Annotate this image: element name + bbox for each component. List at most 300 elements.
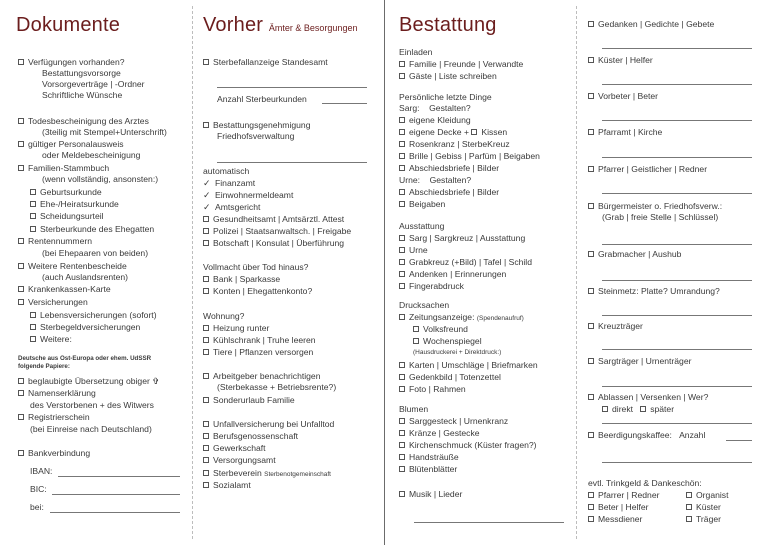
column-vorher (192, 0, 384, 545)
steinmetz-field[interactable] (602, 315, 752, 316)
checkbox[interactable] (413, 338, 419, 344)
item-label: Tiere | Pflanzen versorgen (213, 347, 314, 357)
item-label: Pfarrer | Geistlicher | Redner (598, 164, 708, 174)
sarg-item-brille[interactable]: Brille | Gebiss | Parfüm | Beigaben (399, 151, 540, 162)
arbeitgeber-line2: (Sterbekasse + Betriebsrente?) (217, 382, 337, 392)
checkbox[interactable] (30, 336, 36, 342)
grabmacher-field[interactable] (602, 280, 752, 281)
item-label: Ehe-/Heiratsurkunde (40, 199, 119, 209)
ausstattung-item[interactable] (399, 269, 506, 280)
checkbox[interactable] (588, 516, 594, 522)
einladen-item[interactable] (399, 59, 523, 70)
checkbox[interactable] (471, 129, 477, 135)
bei-field[interactable] (50, 512, 180, 513)
sonderurlaub-item[interactable]: Sonderurlaub Familie (203, 395, 295, 406)
person-item[interactable] (588, 164, 707, 175)
vollmacht-label: Vollmacht über Tod hinaus? (203, 262, 309, 272)
checkbox[interactable] (588, 504, 594, 510)
checkbox[interactable] (399, 61, 405, 67)
kaffee-anzahl-field[interactable] (726, 440, 752, 441)
checkbox[interactable] (588, 203, 594, 209)
sargtraeger-field[interactable] (602, 386, 752, 387)
checkbox[interactable] (203, 59, 209, 65)
heading-vorher: Vorher Ämter & Besorgungen (203, 14, 358, 36)
arbeitgeber-item[interactable]: Arbeitgeber benachrichtigen (203, 371, 321, 382)
musik-item[interactable]: Musik | Lieder (399, 489, 462, 500)
item-label: Karten | Umschläge | Briefmarken (409, 360, 538, 370)
ausstattung-label: Ausstattung (399, 221, 445, 231)
item-label: Unfallversicherung bei Unfalltod (213, 419, 335, 429)
item-label: Gedenkbild | Totenzettel (409, 372, 501, 382)
item-label: (bei Ehepaaren von beiden) (42, 248, 149, 258)
heading-dokumente: Dokumente (16, 14, 121, 36)
trinkgeld-item[interactable] (686, 514, 721, 525)
checkbox[interactable] (18, 141, 24, 147)
checkbox[interactable] (686, 504, 692, 510)
checkbox[interactable] (588, 57, 594, 63)
item-label: Vorbeter | Beter (598, 91, 659, 101)
item-label: Registrierschein (28, 412, 90, 422)
checkbox[interactable] (399, 491, 405, 497)
druck-item[interactable] (399, 360, 538, 371)
item-label: Verfügungen vorhanden? (28, 57, 125, 67)
item-label: Berufsgenossenschaft (213, 431, 299, 441)
checkbox[interactable] (399, 189, 405, 195)
wohnung-item[interactable] (203, 335, 316, 346)
buergermeister-field[interactable] (602, 244, 752, 245)
item-label: Urne (409, 245, 428, 255)
doc-item[interactable] (18, 261, 127, 272)
checkbox[interactable] (203, 433, 209, 439)
checkbox[interactable] (18, 299, 24, 305)
write-line[interactable] (602, 193, 752, 194)
doc-item[interactable] (30, 199, 119, 210)
urne-item[interactable] (399, 187, 499, 198)
trinkgeld-item[interactable] (588, 502, 648, 513)
checkbox[interactable] (203, 216, 209, 222)
item-label: Bank | Sparkasse (213, 274, 281, 284)
checkbox[interactable] (18, 378, 24, 384)
checkbox[interactable] (399, 117, 405, 123)
item-label: Schriftliche Wünsche (42, 90, 123, 100)
checkbox[interactable] (30, 312, 36, 318)
doc-item[interactable] (18, 163, 109, 174)
checkbox[interactable] (588, 394, 594, 400)
doc-item (42, 248, 148, 259)
checkbox[interactable] (399, 141, 405, 147)
item-label: Sarg | Sargkreuz | Ausstattung (409, 233, 526, 243)
item-label: Grabkreuz (+Bild) | Tafel | Schild (409, 257, 532, 267)
item-label: Beter | Helfer (598, 502, 649, 512)
checkbox[interactable] (399, 271, 405, 277)
iban-field[interactable] (58, 476, 180, 477)
doc-item (30, 424, 152, 435)
checkbox[interactable] (399, 386, 405, 392)
item-label: Polizei | Staatsanwaltsch. | Freigabe (213, 226, 352, 236)
item-label: Geburtsurkunde (40, 187, 102, 197)
item-label: Handsträuße (409, 452, 459, 462)
item-label: Todesbescheinigung des Arztes (28, 116, 149, 126)
grabmacher-item[interactable]: Grabmacher | Aushub (588, 249, 681, 260)
druck-item[interactable] (399, 384, 466, 395)
item-label: des Verstorbenen + des Witwers (30, 400, 154, 410)
item-label: Kränze | Gestecke (409, 428, 480, 438)
checkbox[interactable] (399, 153, 405, 159)
person-item[interactable] (588, 19, 714, 30)
checkbox[interactable] (588, 21, 594, 27)
trinkgeld-label: evtl. Trinkgeld & Dankeschön: (588, 478, 702, 488)
item-label: Weitere Rentenbescheide (28, 261, 127, 271)
bic-label: BIC: (30, 484, 47, 494)
note-line-1: Deutsche aus Ost-Europa oder ehem. UdSSR (18, 355, 152, 362)
doc-item[interactable] (18, 57, 125, 68)
checkbox[interactable] (203, 288, 209, 294)
column-dokumente (0, 0, 192, 545)
wohnung-item[interactable] (203, 323, 269, 334)
doc-item (42, 127, 167, 138)
item-label: (auch Auslandsrenten) (42, 272, 128, 282)
item-label: Bankverbindung (28, 448, 91, 458)
write-line[interactable] (602, 120, 752, 121)
item-label: Amtsgericht (215, 202, 261, 212)
anzahl-label: Anzahl Sterbeurkunden (217, 94, 307, 104)
person-item[interactable] (588, 91, 658, 102)
write-line[interactable] (602, 157, 752, 158)
item-label: Messdiener (598, 514, 643, 524)
item-label: beglaubigte Übersetzung obiger ✞ (28, 376, 160, 386)
checkbox[interactable] (30, 189, 36, 195)
item-label: Vorsorgeverträge | -Ordner (42, 79, 145, 89)
buergermeister-item[interactable]: Bürgermeister o. Friedhofsverw.: (588, 201, 722, 212)
doc-item[interactable] (18, 448, 90, 459)
doc-item[interactable] (18, 297, 88, 308)
item-label: Sterbeurkunde des Ehegatten (40, 224, 155, 234)
auto-item[interactable] (203, 178, 255, 189)
musik-line[interactable] (414, 522, 564, 523)
ausstattung-item[interactable] (399, 233, 525, 244)
vollmacht-item[interactable] (203, 286, 312, 297)
sozialamt-item[interactable]: Sozialamt (203, 480, 251, 491)
item-label: Versorgungsamt (213, 455, 276, 465)
item-label: Fingerabdruck (409, 281, 464, 291)
blumen-item[interactable] (399, 452, 459, 463)
checkbox[interactable] (686, 516, 692, 522)
urne-label: Urne: Gestalten? (399, 175, 472, 185)
checkbox[interactable] (18, 118, 24, 124)
item-label: Pfarrer | Redner (598, 490, 660, 500)
sarg-item-kleidung[interactable]: eigene Kleidung (399, 115, 471, 126)
checkbox[interactable] (203, 240, 209, 246)
checkbox[interactable] (18, 414, 24, 420)
trinkgeld-item[interactable] (588, 490, 659, 501)
kreuztraeger-field[interactable] (602, 349, 752, 350)
heading-bestattung: Bestattung (399, 14, 497, 36)
item-label: Weitere: (40, 334, 72, 344)
item-label: Versicherungen (28, 297, 88, 307)
auto-item[interactable] (203, 238, 344, 249)
check-icon[interactable]: ✓ (203, 190, 211, 200)
urne-item[interactable] (399, 199, 445, 210)
checkbox[interactable] (399, 466, 405, 472)
genehmigung-field[interactable] (217, 162, 367, 163)
blumen-item[interactable] (399, 416, 508, 427)
genehmigung-line2: Friedhofsverwaltung (217, 131, 295, 141)
doc-item (42, 174, 158, 185)
checkbox[interactable] (399, 165, 405, 171)
trinkgeld-item[interactable] (686, 490, 728, 501)
druck-item[interactable] (399, 372, 501, 383)
checkbox[interactable] (588, 358, 594, 364)
item-label: Rentennummern (28, 236, 93, 246)
checkbox[interactable] (588, 492, 594, 498)
checkbox[interactable] (30, 324, 36, 330)
write-line[interactable] (602, 48, 752, 49)
doc-item[interactable] (18, 236, 92, 247)
item-label: Küster | Helfer (598, 55, 653, 65)
sterbefall-item[interactable]: Sterbefallanzeige Standesamt (203, 57, 328, 68)
sargtraeger-item[interactable]: Sargträger | Urnenträger (588, 356, 691, 367)
checkbox[interactable] (203, 445, 209, 451)
checkbox[interactable] (30, 201, 36, 207)
checkbox[interactable] (399, 201, 405, 207)
item-label: Gewerkschaft (213, 443, 266, 453)
checkbox[interactable] (203, 325, 209, 331)
item-label: Pfarramt | Kirche (598, 127, 663, 137)
sterbefall-line[interactable] (217, 87, 367, 88)
checkbox[interactable] (18, 263, 24, 269)
person-item[interactable] (588, 127, 662, 138)
checkbox[interactable] (588, 129, 594, 135)
item-label: Scheidungsurteil (40, 211, 104, 221)
checkbox[interactable] (399, 430, 405, 436)
steinmetz-item[interactable]: Steinmetz: Platte? Umrandung? (588, 286, 720, 297)
checkbox[interactable] (588, 288, 594, 294)
checkbox[interactable] (399, 314, 405, 320)
item-label: Küster (696, 502, 721, 512)
checkbox[interactable] (18, 286, 24, 292)
checkbox[interactable] (203, 122, 209, 128)
blumen-item[interactable] (399, 428, 480, 439)
automatisch-label: automatisch (203, 166, 250, 176)
einladen-item[interactable] (399, 71, 497, 82)
checkbox[interactable] (18, 59, 24, 65)
doc-item (42, 90, 122, 101)
direkt-spaeter[interactable]: direkt später (602, 404, 674, 415)
item-label: (bei Einreise nach Deutschland) (30, 424, 152, 434)
hausdruck-label: (Hausdruckerei + Direktdruck:) (413, 349, 502, 356)
wochenspiegel-item[interactable]: Wochenspiegel (413, 336, 482, 347)
item-label: Familie | Freunde | Verwandte (409, 59, 524, 69)
checkbox[interactable] (399, 259, 405, 265)
checkbox[interactable] (203, 228, 209, 234)
doc-item[interactable] (18, 376, 159, 387)
doc-item (42, 272, 128, 283)
kreuztraeger-item[interactable]: Kreuzträger (588, 321, 643, 332)
item-label: Gäste | Liste schreiben (409, 71, 497, 81)
checkbox[interactable] (399, 454, 405, 460)
doc-item[interactable] (18, 412, 90, 423)
checkbox[interactable] (399, 129, 405, 135)
item-label: Namenserklärung (28, 388, 96, 398)
doc-item[interactable] (18, 388, 96, 399)
check-icon[interactable]: ✓ (203, 202, 211, 212)
doc-item[interactable] (18, 284, 111, 295)
item-label: Einwohnermeldeamt (215, 190, 294, 200)
doc-item (42, 150, 140, 161)
check-icon[interactable]: ✓ (203, 178, 211, 188)
iban-label: IBAN: (30, 466, 53, 476)
ausstattung-item[interactable] (399, 257, 532, 268)
checkbox[interactable] (203, 457, 209, 463)
einladen-label: Einladen (399, 47, 433, 57)
auto-item[interactable] (203, 214, 344, 225)
item-label: Krankenkassen-Karte (28, 284, 111, 294)
item-label: Beigaben (409, 199, 446, 209)
checkbox[interactable] (30, 226, 36, 232)
checkbox[interactable] (203, 373, 209, 379)
checkbox[interactable] (588, 432, 594, 438)
ausstattung-item[interactable] (399, 245, 428, 256)
checkbox[interactable] (203, 337, 209, 343)
doc-item[interactable] (30, 334, 72, 345)
item-label: Blütenblätter (409, 464, 458, 474)
column-bestattung (384, 0, 576, 545)
unfall-item[interactable] (203, 419, 334, 430)
checkbox[interactable] (399, 73, 405, 79)
trinkgeld-item[interactable] (686, 502, 721, 513)
sterbeverein-item[interactable]: Sterbeverein Sterbenotgemeinschaft (203, 468, 331, 481)
doc-item[interactable] (18, 139, 124, 150)
trinkgeld-item[interactable] (588, 514, 642, 525)
blumen-item[interactable] (399, 464, 457, 475)
doc-item[interactable] (30, 211, 104, 222)
zeitung-item[interactable]: Zeitungsanzeige: (Spendenaufruf) (399, 312, 524, 325)
blumen-item[interactable] (399, 440, 537, 451)
doc-item (42, 79, 145, 90)
wohnung-item[interactable] (203, 347, 313, 358)
item-label: (wenn vollständig, ansonsten:) (42, 174, 159, 184)
vollmacht-item[interactable] (203, 274, 280, 285)
checkbox[interactable] (588, 166, 594, 172)
item-label: Träger (696, 514, 721, 524)
column-personen (576, 0, 768, 545)
sarg-item-decke[interactable]: eigene Decke + Kissen (399, 127, 507, 138)
item-label: Konten | Ehegattenkonto? (213, 286, 313, 296)
anzahl-field[interactable] (322, 103, 367, 104)
item-label: Kühlschrank | Truhe leeren (213, 335, 316, 345)
doc-item[interactable] (30, 224, 154, 235)
checkbox[interactable] (399, 283, 405, 289)
checkbox[interactable] (18, 450, 24, 456)
checkbox[interactable] (203, 421, 209, 427)
checkbox[interactable] (399, 247, 405, 253)
checkbox[interactable] (588, 93, 594, 99)
checkbox[interactable] (18, 165, 24, 171)
drucksachen-label: Drucksachen (399, 300, 450, 310)
doc-item[interactable] (30, 310, 157, 321)
doc-item (42, 68, 121, 79)
item-label: Foto | Rahmen (409, 384, 466, 394)
checkbox[interactable] (399, 374, 405, 380)
checkbox[interactable] (399, 235, 405, 241)
item-label: Abschiedsbriefe | Bilder (409, 187, 500, 197)
item-label: Sterbegeldversicherungen (40, 322, 141, 332)
item-label: oder Meldebescheinigung (42, 150, 141, 160)
unfall-item[interactable] (203, 443, 266, 454)
item-label: Finanzamt (215, 178, 256, 188)
item-label: Kirchenschmuck (Küster fragen?) (409, 440, 537, 450)
unfall-item[interactable] (203, 431, 298, 442)
checkbox[interactable] (588, 323, 594, 329)
auto-item[interactable] (203, 202, 260, 213)
checkbox[interactable] (399, 418, 405, 424)
doc-item (30, 400, 154, 411)
checkbox[interactable] (18, 238, 24, 244)
checkbox[interactable] (399, 442, 405, 448)
sarg-item-briefe[interactable]: Abschiedsbriefe | Bilder (399, 163, 499, 174)
persoenliche-label: Persönliche letzte Dinge (399, 92, 492, 102)
checkbox[interactable] (588, 251, 594, 257)
item-label: Gesundheitsamt | Amtsärztl. Attest (213, 214, 345, 224)
kaffee-field[interactable] (602, 462, 752, 463)
checkbox[interactable] (203, 470, 209, 476)
checkbox[interactable] (413, 326, 419, 332)
ablassen-field[interactable] (602, 423, 752, 424)
checkbox[interactable] (602, 406, 608, 412)
bic-field[interactable] (52, 494, 180, 495)
unfall-item[interactable] (203, 455, 276, 466)
checkbox[interactable] (18, 390, 24, 396)
auto-item[interactable] (203, 190, 293, 201)
item-label: gültiger Personalausweis (28, 139, 124, 149)
doc-item[interactable] (30, 187, 102, 198)
blumen-label: Blumen (399, 404, 429, 414)
checkbox[interactable] (30, 213, 36, 219)
bei-label: bei: (30, 502, 44, 512)
checkbox[interactable] (203, 482, 209, 488)
kaffee-item[interactable]: Beerdigungskaffee: Anzahl (588, 430, 705, 441)
item-label: Bestattungsvorsorge (42, 68, 121, 78)
item-label: Sarggesteck | Urnenkranz (409, 416, 509, 426)
person-item[interactable] (588, 55, 653, 66)
sarg-item-rosenkranz[interactable]: Rosenkranz | SterbeKreuz (399, 139, 510, 150)
genehmigung-item[interactable]: Bestattungsgenehmigung (203, 120, 310, 131)
doc-item[interactable] (30, 322, 140, 333)
write-line[interactable] (602, 84, 752, 85)
checkbox[interactable] (399, 362, 405, 368)
item-label: Familien-Stammbuch (28, 163, 110, 173)
volksfreund-item[interactable]: Volksfreund (413, 324, 468, 335)
item-label: Gedanken | Gedichte | Gebete (598, 19, 715, 29)
note-line-2: folgende Papiere: (18, 363, 70, 370)
checkbox[interactable] (203, 276, 209, 282)
checkbox[interactable] (203, 349, 209, 355)
checkbox[interactable] (203, 397, 209, 403)
auto-item[interactable] (203, 226, 351, 237)
item-label: (3teilig mit Stempel+Unterschrift) (42, 127, 167, 137)
checkbox[interactable] (640, 406, 646, 412)
ausstattung-item[interactable] (399, 281, 464, 292)
item-label: Botschaft | Konsulat | Überführung (213, 238, 345, 248)
buergermeister-line2: (Grab | freie Stelle | Schlüssel) (602, 212, 719, 222)
doc-item[interactable] (18, 116, 149, 127)
wohnung-label: Wohnung? (203, 311, 245, 321)
item-label: Andenken | Erinnerungen (409, 269, 507, 279)
checkbox[interactable] (686, 492, 692, 498)
item-label: Heizung runter (213, 323, 270, 333)
item-label: Organist (696, 490, 729, 500)
ablassen-item[interactable]: Ablassen | Versenken | Wer? (588, 392, 708, 403)
